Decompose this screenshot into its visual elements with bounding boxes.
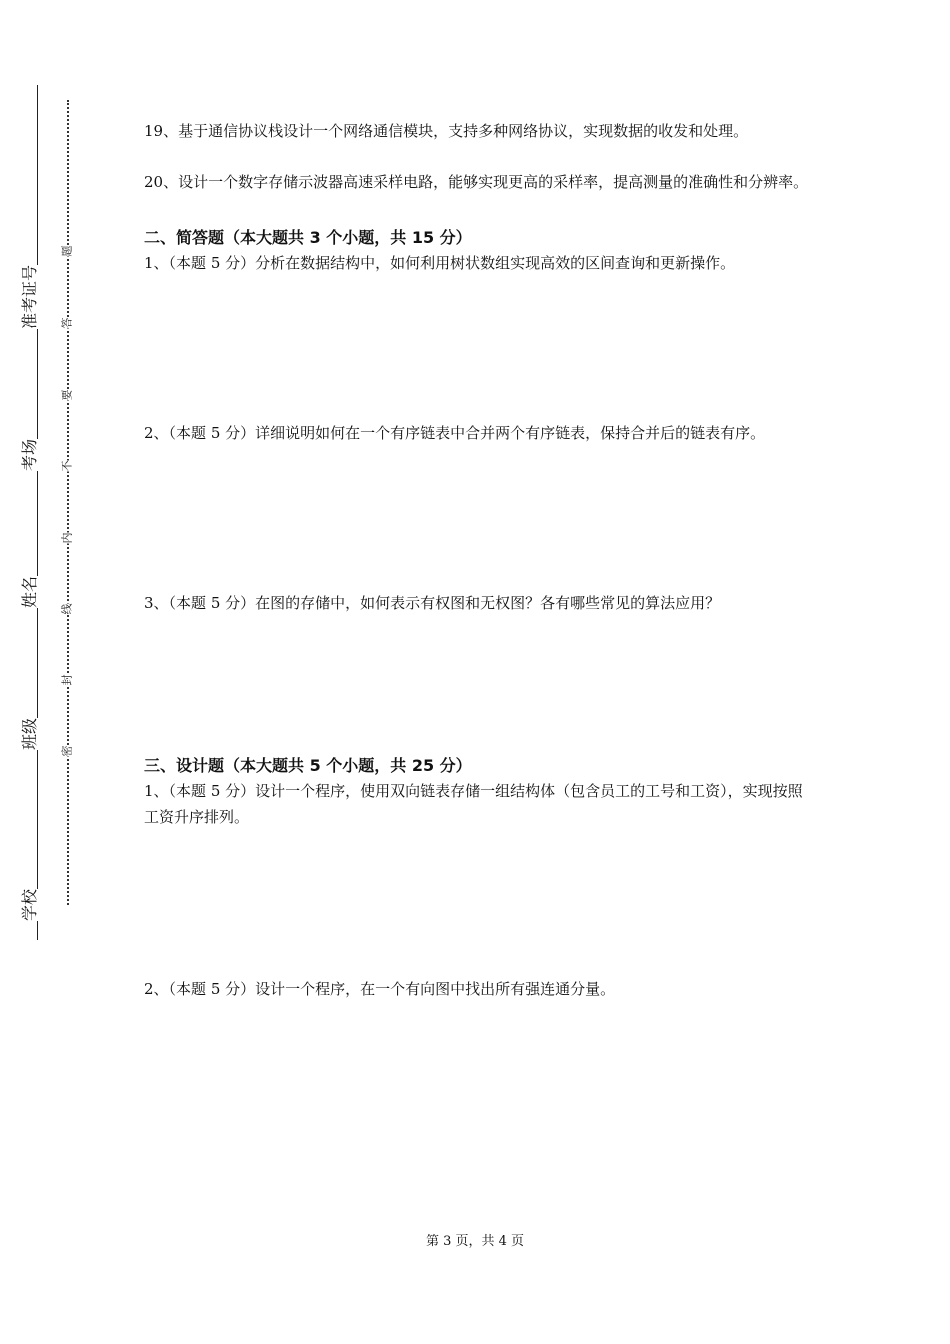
question-number: 3、 <box>144 594 169 612</box>
question-score: （本题 5 分） <box>168 782 256 800</box>
question-number: 2、 <box>144 424 169 442</box>
seal-char: 要 <box>60 389 74 401</box>
short-answer-question-2 <box>144 420 814 446</box>
question-text: 设计一个程序，使用双向链表存储一组结构体（包含员工的工号和工资），实现按照工资升序排列。 <box>144 782 803 826</box>
question-text: 设计一个程序，在一个有向图中找出所有强连通分量。 <box>255 980 616 998</box>
question-score: （本题 5 分） <box>168 980 256 998</box>
short-answer-question-3 <box>144 590 814 616</box>
seal-char: 不 <box>60 460 74 472</box>
question-number: 1、 <box>144 782 169 800</box>
exam-content <box>144 118 814 1002</box>
admission-number-label: 准考证号 <box>20 264 39 330</box>
exam-venue-label: 考场 <box>20 438 39 472</box>
question-20 <box>144 169 814 195</box>
question-number: 2、 <box>144 980 169 998</box>
question-number: 19、 <box>144 122 179 140</box>
design-question-2 <box>144 976 814 1002</box>
school-label: 学校 <box>20 888 39 922</box>
question-score: （本题 5 分） <box>168 254 256 272</box>
seal-char: 答 <box>60 317 74 329</box>
question-text: 基于通信协议栈设计一个网络通信模块，支持多种网络协议，实现数据的收发和处理。 <box>178 122 749 140</box>
question-text: 设计一个数字存储示波器高速采样电路，能够实现更高的采样率，提高测量的准确性和分辨率。 <box>178 173 809 191</box>
binding-margin <box>0 0 100 1344</box>
seal-char: 线 <box>60 603 74 615</box>
question-19 <box>144 118 814 144</box>
design-question-1 <box>144 778 814 830</box>
question-text: 在图的存储中，如何表示有权图和无权图？各有哪些常见的算法应用？ <box>255 594 721 612</box>
section-heading-design: 三、设计题（本大题共 5 个小题，共 25 分） <box>144 756 472 775</box>
seal-char: 题 <box>60 245 74 257</box>
seal-dotted-line <box>67 100 69 905</box>
page-footer: 第 3 页，共 4 页 <box>425 1234 525 1249</box>
seal-char: 密 <box>60 745 74 757</box>
short-answer-question-1 <box>144 250 814 276</box>
question-number: 20、 <box>144 173 179 191</box>
question-score: （本题 5 分） <box>168 594 256 612</box>
seal-char: 封 <box>60 674 74 686</box>
question-text: 分析在数据结构中，如何利用树状数组实现高效的区间查询和更新操作。 <box>255 254 736 272</box>
section-heading-short-answer: 二、简答题（本大题共 3 个小题，共 15 分） <box>144 228 472 247</box>
question-score: （本题 5 分） <box>168 424 256 442</box>
question-number: 1、 <box>144 254 169 272</box>
question-text: 详细说明如何在一个有序链表中合并两个有序链表，保持合并后的链表有序。 <box>255 424 766 442</box>
binding-solid-line <box>37 85 38 940</box>
student-name-label: 姓名 <box>20 575 39 609</box>
seal-char: 内 <box>60 532 74 544</box>
class-label: 班级 <box>20 717 39 751</box>
